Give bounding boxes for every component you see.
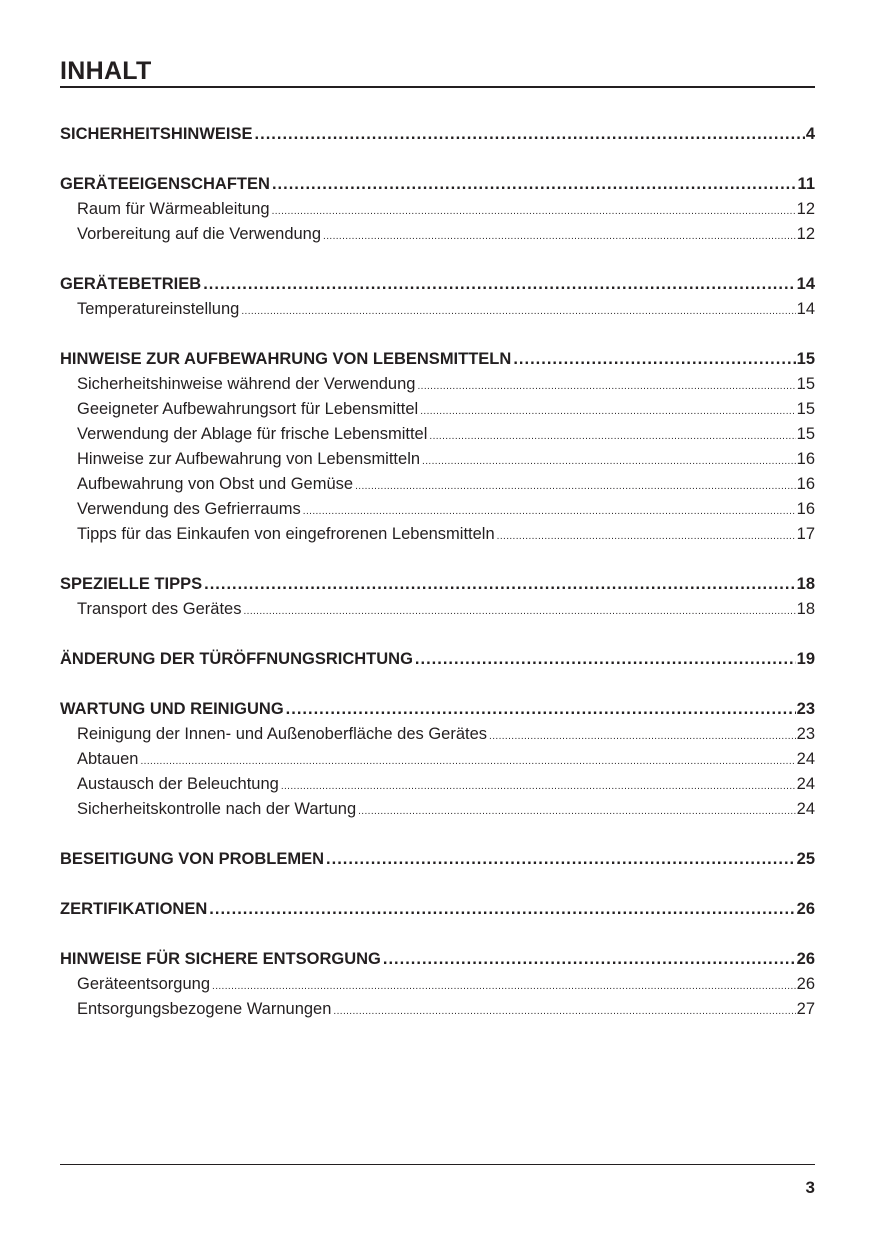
toc-entry[interactable]: [60, 797, 815, 822]
toc-entry-page-number: 26: [796, 975, 815, 993]
toc-section: [60, 847, 815, 872]
dot-leader: [513, 347, 795, 372]
toc-section-heading-page-number: 26: [796, 900, 815, 918]
toc-entry[interactable]: [60, 372, 815, 397]
toc-section: [60, 122, 815, 147]
toc-entry-page-number: 23: [796, 725, 815, 743]
toc-section-heading[interactable]: [60, 347, 815, 372]
dot-leader: [415, 647, 796, 672]
toc-entry[interactable]: [60, 522, 815, 547]
toc-section: [60, 572, 815, 622]
toc-entry[interactable]: [60, 972, 815, 997]
dot-leader: [286, 697, 796, 722]
toc-section-heading-page-number: 4: [805, 125, 815, 143]
toc-section: [60, 947, 815, 1022]
toc-entry-label: Geeigneter Aufbewahrungsort für Lebensmittel: [77, 400, 419, 418]
dot-leader: [303, 499, 796, 524]
toc-entry-page-number: 17: [796, 525, 815, 543]
toc-entry-label: Temperatureinstellung: [77, 300, 240, 318]
dot-leader: [209, 897, 795, 922]
toc-section-heading-label: WARTUNG UND REINIGUNG: [60, 700, 284, 718]
dot-leader: [489, 724, 796, 749]
toc-section-heading-label: SICHERHEITSHINWEISE: [60, 125, 253, 143]
dot-leader: [272, 199, 796, 224]
toc-entry[interactable]: [60, 297, 815, 322]
toc-section-heading[interactable]: [60, 172, 815, 197]
toc-entry-label: Raum für Wärmeableitung: [77, 200, 270, 218]
title-divider: [60, 86, 815, 88]
toc-section-heading[interactable]: [60, 272, 815, 297]
toc-entry[interactable]: [60, 422, 815, 447]
toc-entry-page-number: 14: [796, 300, 815, 318]
toc-entry-label: Entsorgungsbezogene Warnungen: [77, 1000, 332, 1018]
toc-section-heading-page-number: 11: [797, 175, 815, 193]
toc-section-heading-label: GERÄTEBETRIEB: [60, 275, 202, 293]
toc-section-heading[interactable]: [60, 572, 815, 597]
dot-leader: [212, 974, 796, 999]
toc-section-heading-page-number: 14: [796, 275, 815, 293]
toc-entry-label: Geräteentsorgung: [77, 975, 211, 993]
toc-entry-label: Sicherheitskontrolle nach der Wartung: [77, 800, 357, 818]
toc-entry-label: Vorbereitung auf die Verwendung: [77, 225, 322, 243]
toc-entry-label: Tipps für das Einkaufen von eingefrorenen Lebensmitteln: [77, 525, 495, 543]
dot-leader: [333, 999, 795, 1024]
dot-leader: [281, 774, 796, 799]
toc-section-heading-label: HINWEISE FÜR SICHERE ENTSORGUNG: [60, 950, 381, 968]
toc-entry-label: Verwendung des Gefrierraums: [77, 500, 301, 518]
toc-entry[interactable]: [60, 497, 815, 522]
toc-section-heading-page-number: 15: [796, 350, 815, 368]
toc-entry-label: Abtauen: [77, 750, 139, 768]
toc-entry-page-number: 16: [796, 450, 815, 468]
toc-section-heading-page-number: 26: [796, 950, 815, 968]
toc-entry[interactable]: [60, 772, 815, 797]
toc-entry-page-number: 18: [796, 600, 815, 618]
toc-section-heading-label: HINWEISE ZUR AUFBEWAHRUNG VON LEBENSMITTELN: [60, 350, 512, 368]
toc-entry-page-number: 24: [796, 800, 815, 818]
dot-leader: [497, 524, 796, 549]
dot-leader: [326, 847, 796, 872]
toc-entry-label: Sicherheitshinweise während der Verwendung: [77, 375, 416, 393]
toc-section-heading-page-number: 18: [796, 575, 815, 593]
toc-entry[interactable]: [60, 447, 815, 472]
toc-section: [60, 347, 815, 547]
toc-section-heading[interactable]: [60, 122, 815, 147]
toc-section-heading[interactable]: [60, 647, 815, 672]
toc-entry[interactable]: [60, 222, 815, 247]
toc-entry-page-number: 27: [796, 1000, 815, 1018]
toc-entry-page-number: 24: [796, 775, 815, 793]
toc-entry[interactable]: [60, 472, 815, 497]
toc-entry-label: Transport des Gerätes: [77, 600, 242, 618]
dot-leader: [417, 374, 795, 399]
toc-entry-page-number: 12: [796, 200, 815, 218]
toc-section-heading-page-number: 23: [796, 700, 815, 718]
dot-leader: [422, 449, 796, 474]
dot-leader: [383, 947, 796, 972]
dot-leader: [420, 399, 795, 424]
toc-entry-page-number: 16: [796, 500, 815, 518]
toc-entry[interactable]: [60, 397, 815, 422]
dot-leader: [272, 172, 797, 197]
toc-entry[interactable]: [60, 722, 815, 747]
toc-entry-page-number: 16: [796, 475, 815, 493]
dot-leader: [355, 474, 796, 499]
toc-entry-label: Aufbewahrung von Obst und Gemüse: [77, 475, 354, 493]
toc-section-heading-page-number: 19: [796, 650, 815, 668]
toc-section-heading[interactable]: [60, 897, 815, 922]
toc-entry[interactable]: [60, 197, 815, 222]
toc-entry-page-number: 15: [796, 425, 815, 443]
dot-leader: [204, 572, 796, 597]
toc-section: [60, 697, 815, 822]
toc-section-heading-label: ZERTIFIKATIONEN: [60, 900, 208, 918]
toc-section-heading-label: SPEZIELLE TIPPS: [60, 575, 203, 593]
toc-section-heading[interactable]: [60, 947, 815, 972]
dot-leader: [243, 599, 795, 624]
toc-entry-page-number: 15: [796, 375, 815, 393]
dot-leader: [241, 299, 795, 324]
dot-leader: [358, 799, 796, 824]
toc-entry[interactable]: [60, 597, 815, 622]
toc-section-heading-label: BESEITIGUNG VON PROBLEMEN: [60, 850, 325, 868]
toc-entry-label: Reinigung der Innen- und Außenoberfläche des Gerätes: [77, 725, 488, 743]
page-number: 3: [805, 1178, 815, 1197]
page-title: INHALT: [60, 57, 152, 85]
toc-entry-label: Hinweise zur Aufbewahrung von Lebensmitteln: [77, 450, 421, 468]
dot-leader: [323, 224, 796, 249]
toc-section-heading-label: GERÄTEEIGENSCHAFTEN: [60, 175, 270, 193]
toc-entry-label: Verwendung der Ablage für frische Lebensmittel: [77, 425, 428, 443]
toc-entry-label: Austausch der Beleuchtung: [77, 775, 279, 793]
toc-section-heading-label: ÄNDERUNG DER TÜRÖFFNUNGSRICHTUNG: [60, 650, 413, 668]
toc-section-heading-page-number: 25: [796, 850, 815, 868]
table-of-contents: [60, 122, 815, 1047]
footer-divider: [60, 1164, 815, 1165]
dot-leader: [255, 122, 805, 147]
toc-section: [60, 272, 815, 322]
toc-entry[interactable]: [60, 997, 815, 1022]
dot-leader: [203, 272, 795, 297]
toc-section: [60, 172, 815, 247]
toc-section-heading[interactable]: [60, 697, 815, 722]
toc-entry-page-number: 15: [796, 400, 815, 418]
dot-leader: [429, 424, 795, 449]
toc-section: [60, 897, 815, 922]
toc-entry[interactable]: [60, 747, 815, 772]
dot-leader: [140, 749, 795, 774]
toc-entry-page-number: 12: [796, 225, 815, 243]
toc-section-heading[interactable]: [60, 847, 815, 872]
toc-section: [60, 647, 815, 672]
toc-entry-page-number: 24: [796, 750, 815, 768]
